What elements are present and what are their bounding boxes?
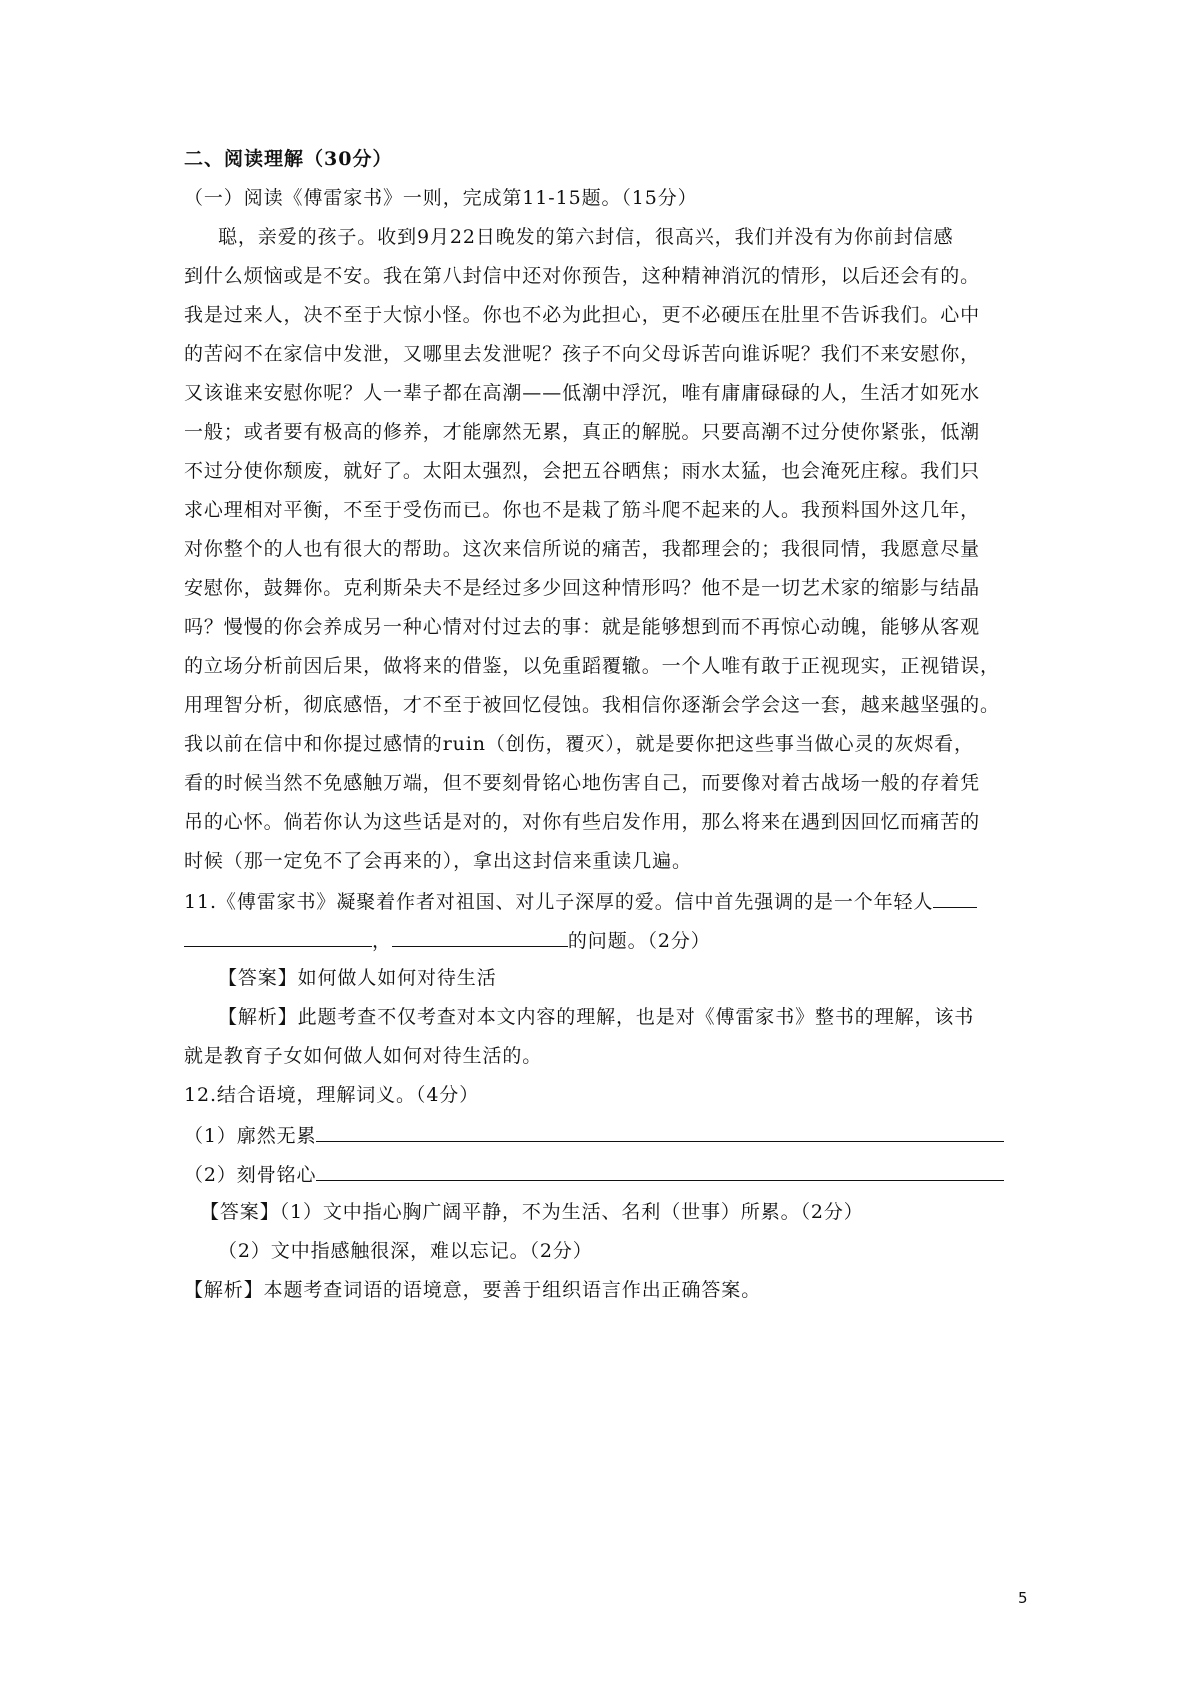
answer-blank[interactable] — [933, 887, 977, 908]
passage-line: 我是过来人，决不至于大惊小怪。你也不必为此担心，更不必硬压在肚里不告诉我们。心中 — [184, 304, 981, 326]
question-12-stem: 12.结合语境，理解词义。（4分） — [184, 1084, 480, 1106]
passage-line: 求心理相对平衡，不至于受伤而已。你也不是栽了筋斗爬不起来的人。我预料国外这几年， — [184, 499, 981, 521]
passage-line: 又该谁来安慰你呢？人一辈子都在高潮——低潮中浮沉，唯有庸庸碌碌的人，生活才如死水 — [184, 382, 981, 404]
question-12-answer-2: （2）文中指感触很深，难以忘记。（2分） — [218, 1240, 593, 1262]
passage-line: 的立场分析前因后果，做将来的借鉴，以免重蹈覆辙。一个人唯有敢于正视现实，正视错误， — [184, 655, 1000, 677]
answer-line[interactable] — [316, 1160, 1004, 1181]
question-11-analysis: 【解析】此题考查不仅考查对本文内容的理解，也是对《傅雷家书》整书的理解，该书 — [218, 1006, 975, 1028]
question-11-stem — [184, 887, 977, 915]
question-11-tail: 的问题。（2分） — [567, 930, 711, 952]
passage-line: 看的时候当然不免感触万端，但不要刻骨铭心地伤害自己，而要像对着古战场一般的存着凭 — [184, 772, 981, 794]
passage-line: 到什么烦恼或是不安。我在第八封信中还对你预告，这种精神消沉的情形，以后还会有的。 — [184, 265, 981, 287]
passage-line: 的苦闷不在家信中发泄，又哪里去发泄呢？孩子不向父母诉苦向谁诉呢？我们不来安慰你， — [184, 343, 981, 365]
page-number: 5 — [1018, 1589, 1028, 1607]
section-subtitle: （一）阅读《傅雷家书》一则，完成第11-15题。（15分） — [184, 187, 698, 209]
passage-line: 吗？慢慢的你会养成另一种心情对付过去的事：就是能够想到而不再惊心动魄，能够从客观 — [184, 616, 981, 638]
section-title: 二、阅读理解（30分） — [184, 148, 393, 170]
passage-line: 吊的心怀。倘若你认为这些话是对的，对你有些启发作用，那么将来在遇到因回忆而痛苦的 — [184, 811, 981, 833]
passage-line: 我以前在信中和你提过感情的ruin（创伤，覆灭），就是要你把这些事当做心灵的灰烬看， — [184, 733, 974, 755]
passage-line: 不过分使你颓废，就好了。太阳太强烈，会把五谷晒焦；雨水太猛，也会淹死庄稼。我们只 — [184, 460, 981, 482]
question-11-answer: 【答案】如何做人如何对待生活 — [218, 967, 497, 989]
answer-blank[interactable] — [184, 926, 372, 947]
question-11-analysis-cont: 就是教育子女如何做人如何对待生活的。 — [184, 1045, 543, 1067]
question-12-item-2 — [184, 1160, 1004, 1188]
blank-separator: ， — [372, 930, 392, 952]
question-12-analysis: 【解析】本题考查词语的语境意，要善于组织语言作出正确答案。 — [184, 1279, 762, 1301]
question-12-item-1 — [184, 1121, 1004, 1149]
item-2-label: （2）刻骨铭心 — [184, 1164, 317, 1186]
question-12-answer-1: 【答案】（1）文中指心胸广阔平静，不为生活、名利（世事）所累。（2分） — [200, 1201, 864, 1223]
item-1-label: （1）廓然无累 — [184, 1125, 317, 1147]
passage-line: 一般；或者要有极高的修养，才能廓然无累，真正的解脱。只要高潮不过分使你紧张，低潮 — [184, 421, 981, 443]
passage-line: 聪，亲爱的孩子。收到9月22日晚发的第六封信，很高兴，我们并没有为你前封信感 — [218, 226, 954, 248]
answer-line[interactable] — [316, 1121, 1004, 1142]
passage-line: 用理智分析，彻底感悟，才不至于被回忆侵蚀。我相信你逐渐会学会这一套，越来越坚强的。 — [184, 694, 1000, 716]
passage-line: 安慰你，鼓舞你。克利斯朵夫不是经过多少回这种情形吗？他不是一切艺术家的缩影与结晶 — [184, 577, 981, 599]
question-11-text: 11.《傅雷家书》凝聚着作者对祖国、对儿子深厚的爱。信中首先强调的是一个年轻人 — [184, 891, 934, 913]
answer-blank[interactable] — [392, 926, 568, 947]
passage-line: 时候（那一定免不了会再来的），拿出这封信来重读几遍。 — [184, 850, 692, 872]
question-11-blanks — [184, 926, 711, 954]
passage-line: 对你整个的人也有很大的帮助。这次来信所说的痛苦，我都理会的；我很同情，我愿意尽量 — [184, 538, 981, 560]
